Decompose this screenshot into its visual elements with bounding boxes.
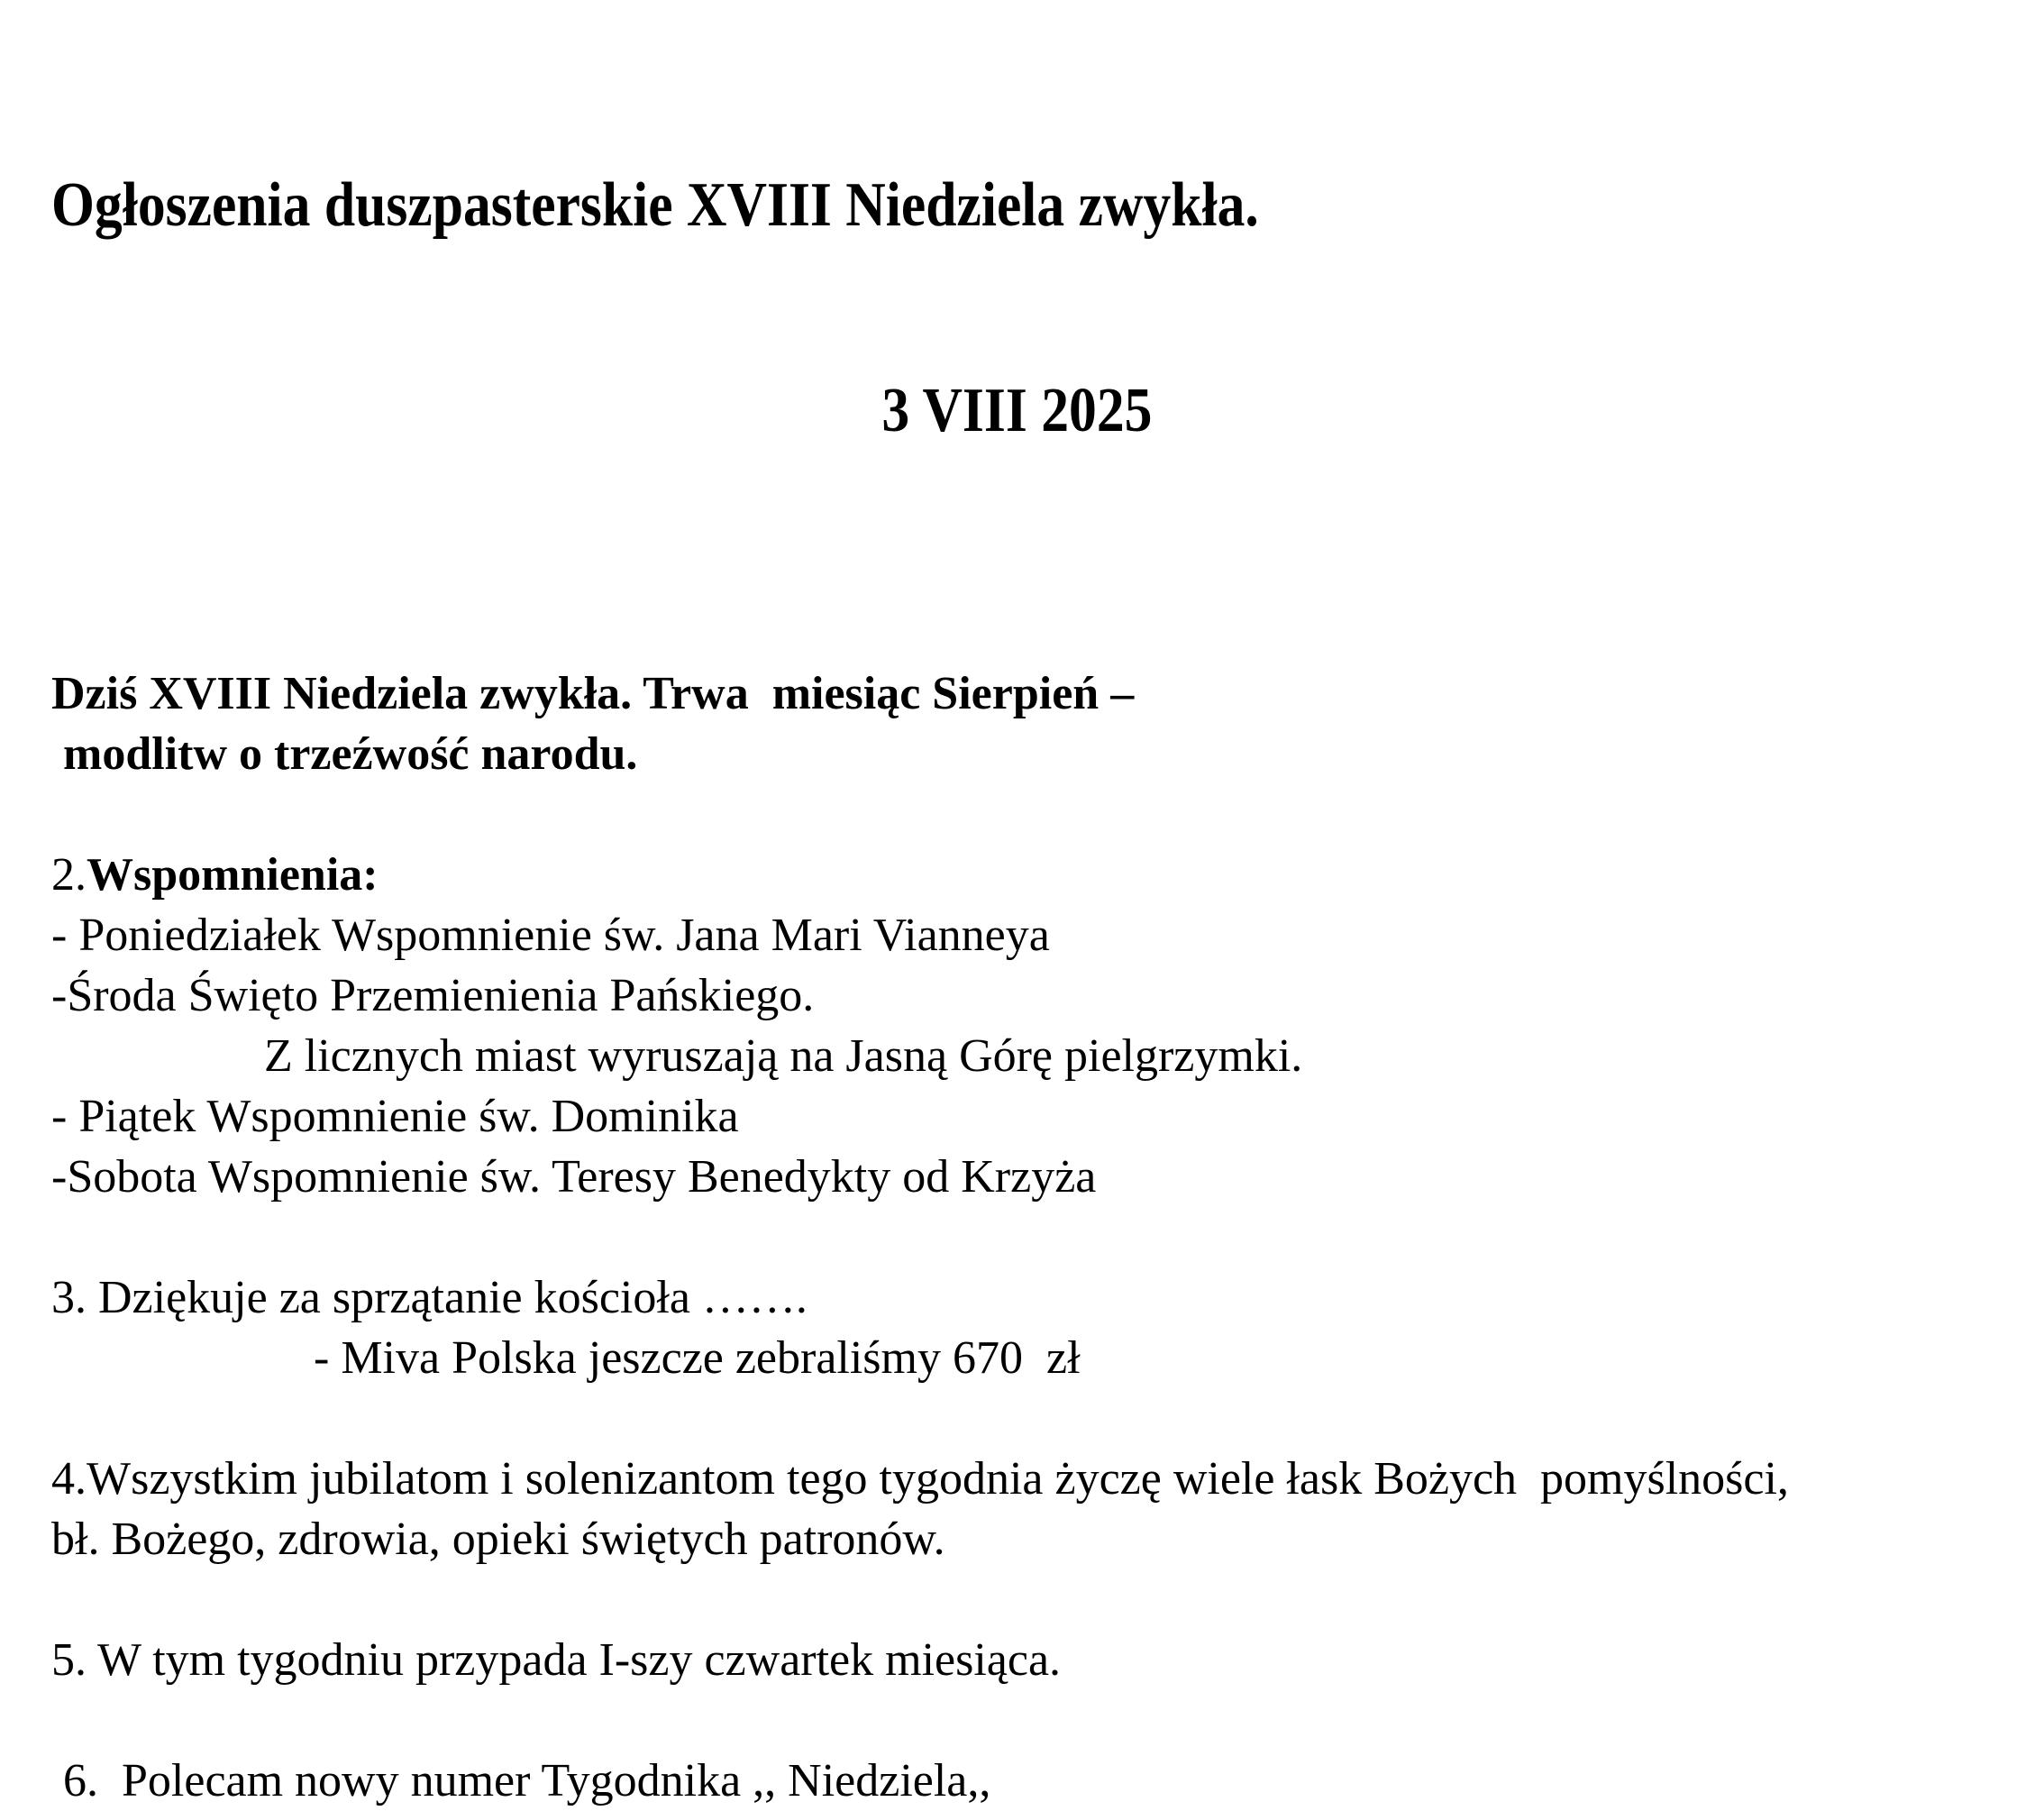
text-segment: - Miva Polska jeszcze zebraliśmy 670 zł <box>314 1332 1081 1384</box>
text-segment: 3. Dziękuje za sprzątanie kościoła ……. <box>51 1272 808 1323</box>
text-line <box>51 663 2044 724</box>
document-title <box>51 34 1805 582</box>
text-line <box>51 905 2044 965</box>
text-segment: bł. Bożego, zdrowia, opieki świętych patronów. <box>51 1514 945 1565</box>
blank-line <box>51 1207 2044 1267</box>
blank-line <box>51 1690 2044 1751</box>
text-line <box>51 1449 2044 1509</box>
document-body <box>51 663 2044 1811</box>
blank-line <box>51 784 2044 845</box>
title-date: 3 VIII 2025 <box>881 376 1153 445</box>
text-line <box>51 1328 2044 1388</box>
text-segment: 4.Wszystkim jubilatom i solenizantom tego tygodnia życzę wiele łask Bożych pomyślności, <box>51 1453 1789 1505</box>
text-segment: - Poniedziałek Wspomnienie św. Jana Mari Vianneya <box>51 910 1050 961</box>
text-segment: modlitw o trzeźwość narodu. <box>51 728 638 780</box>
text-segment: 5. W tym tygodniu przypada I-szy czwartek miesiąca. <box>51 1634 1062 1686</box>
text-line <box>51 965 2044 1026</box>
text-line <box>51 1751 2044 1811</box>
text-line <box>51 1086 2044 1147</box>
text-line <box>51 1509 2044 1569</box>
page-title: Ogłoszenia duszpasterskie XVIII Niedziela zwykła. <box>51 170 1259 240</box>
text-line <box>51 1026 2044 1086</box>
text-segment: 6. Polecam nowy numer Tygodnika ,, Niedziela,, <box>51 1755 991 1806</box>
blank-line <box>51 1569 2044 1630</box>
text-line <box>51 1147 2044 1207</box>
text-segment: Wspomnienia: <box>87 849 379 901</box>
text-line <box>51 724 2044 784</box>
blank-line <box>51 1388 2044 1449</box>
text-segment: Dziś XVIII Niedziela zwykła. Trwa miesiąc Sierpień – <box>51 668 1135 719</box>
text-line <box>51 1630 2044 1690</box>
text-line <box>51 1267 2044 1328</box>
text-segment: - Piątek Wspomnienie św. Dominika <box>51 1091 739 1142</box>
text-segment: 2. <box>51 849 87 901</box>
text-line <box>51 845 2044 905</box>
text-segment: Z licznych miast wyruszają na Jasną Górę pielgrzymki. <box>264 1030 1303 1082</box>
text-segment: -Środa Święto Przemienienia Pańskiego. <box>51 970 815 1021</box>
text-segment: -Sobota Wspomnienie św. Teresy Benedykty od Krzyża <box>51 1151 1097 1203</box>
